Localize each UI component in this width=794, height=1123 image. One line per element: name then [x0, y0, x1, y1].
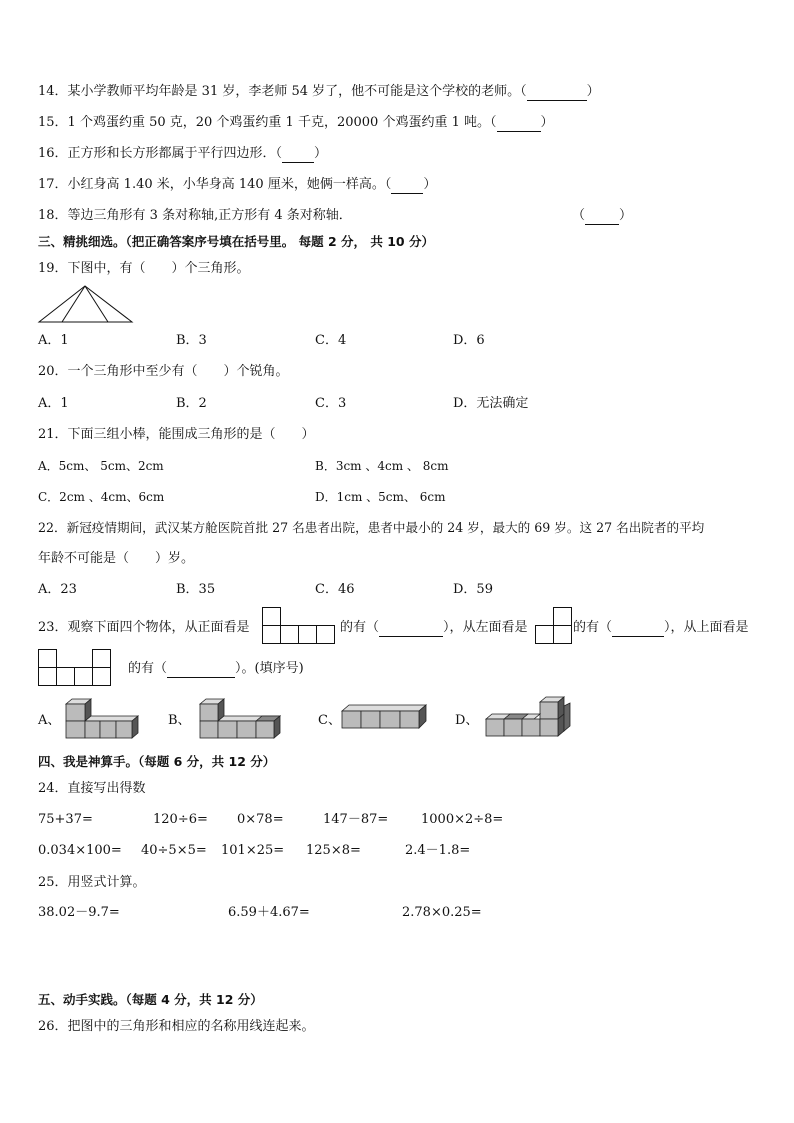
- option-a[interactable]: A．1: [38, 333, 69, 348]
- option-a[interactable]: A．1: [38, 396, 69, 411]
- question-22-line-1: 22．新冠疫情期间，武汉某方舱医院首批 27 名患者出院，患者中最小的 24 岁，最大的 69 岁。这 27 名出院者的平均: [38, 520, 705, 535]
- paren-close: ）: [314, 146, 328, 161]
- answer-blank[interactable]: [585, 208, 619, 225]
- question-20-text: 20．一个三角形中至少有（ ）个锐角。: [38, 364, 289, 379]
- option-d[interactable]: D、: [455, 713, 479, 728]
- question-15: [38, 115, 554, 132]
- section-3-heading: 三、精挑细选。（把正确答案序号填在括号里。 每题 2 分， 共 10 分）: [38, 234, 434, 249]
- question-23-part-4: [573, 620, 749, 637]
- answer-blank[interactable]: [391, 177, 423, 194]
- answer-blank[interactable]: [379, 620, 443, 637]
- calc-item: 38.02－9.7=: [38, 905, 120, 920]
- question-24-text: 24．直接写出得数: [38, 781, 146, 796]
- option-b[interactable]: B．3: [176, 333, 207, 348]
- question-17: [38, 177, 436, 194]
- calc-item: 6.59＋4.67=: [228, 905, 310, 920]
- question-26-text: 26．把图中的三角形和相应的名称用线连起来。: [38, 1019, 315, 1034]
- option-c[interactable]: C．3: [315, 396, 347, 411]
- question-23-part-1: 23．观察下面四个物体，从正面看是: [38, 620, 250, 635]
- front-view-figure: [262, 607, 338, 645]
- question-18-text: 18．等边三角形有 3 条对称轴,正方形有 4 条对称轴．: [38, 208, 352, 223]
- section-5-heading: 五、动手实践。（每题 4 分，共 12 分）: [38, 992, 263, 1007]
- part-5-text: ），从上面看是: [664, 620, 749, 635]
- answer-blank[interactable]: [527, 84, 587, 101]
- left-view-figure: [535, 607, 575, 645]
- cube-object-b: [196, 696, 286, 746]
- part-3-text: ），从左面看是: [443, 620, 528, 635]
- calc-item: 0×78=: [237, 812, 284, 827]
- question-25-text: 25．用竖式计算。: [38, 875, 146, 890]
- question-16: [38, 146, 327, 163]
- part-4-text: 的有（: [573, 620, 613, 635]
- calc-item: 1000×2÷8=: [421, 812, 504, 827]
- part-7-text: ）。(填序号): [235, 661, 304, 676]
- paren-close: ）: [586, 84, 600, 99]
- option-c[interactable]: C．2cm 、4cm、6cm: [38, 490, 165, 504]
- question-14: [38, 84, 600, 101]
- section-4-heading: 四、我是神算手。（每题 6 分，共 12 分）: [38, 754, 276, 769]
- option-d[interactable]: D．1cm 、5cm、 6cm: [315, 490, 446, 504]
- option-a[interactable]: A、: [38, 713, 61, 728]
- option-a[interactable]: A．23: [38, 582, 77, 597]
- option-c[interactable]: C．4: [315, 333, 347, 348]
- part-6-text: 的有（: [128, 661, 168, 676]
- option-d[interactable]: D．无法确定: [453, 396, 529, 411]
- question-17-text: 17．小红身高 1.40 米，小华身高 140 厘米，她俩一样高。（: [38, 177, 392, 192]
- calc-item: 2.78×0.25=: [402, 905, 482, 920]
- calc-item: 0.034×100=: [38, 843, 122, 858]
- question-16-text: 16．正方形和长方形都属于平行四边形．（: [38, 146, 283, 161]
- option-b[interactable]: B．2: [176, 396, 207, 411]
- answer-blank[interactable]: [612, 620, 664, 637]
- calc-item: 75+37=: [38, 812, 93, 827]
- question-23-part-6: [128, 661, 304, 678]
- paren-open: （: [572, 208, 586, 223]
- cube-object-c: [340, 703, 430, 743]
- triangle-figure: [38, 284, 134, 324]
- paren-close: ）: [619, 208, 633, 223]
- option-b[interactable]: B．35: [176, 582, 216, 597]
- cube-object-d: [482, 694, 574, 748]
- calc-item: 40÷5×5=: [141, 843, 207, 858]
- question-14-text: 14．某小学教师平均年龄是 31 岁，李老师 54 岁了，他不可能是这个学校的老师。（: [38, 84, 527, 99]
- calc-item: 125×8=: [306, 843, 361, 858]
- question-18-answer: [572, 208, 632, 225]
- question-23-part-2: [340, 620, 528, 637]
- calc-item: 101×25=: [221, 843, 285, 858]
- option-c[interactable]: C、: [318, 713, 341, 728]
- answer-blank[interactable]: [282, 146, 314, 163]
- option-c[interactable]: C．46: [315, 582, 355, 597]
- calc-item: 2.4－1.8=: [405, 843, 471, 858]
- calc-item: 120÷6=: [153, 812, 208, 827]
- question-15-text: 15．1 个鸡蛋约重 50 克，20 个鸡蛋约重 1 千克，20000 个鸡蛋约重 1 吨。（: [38, 115, 497, 130]
- question-18: [38, 208, 352, 224]
- answer-blank[interactable]: [497, 115, 541, 132]
- option-d[interactable]: D．6: [453, 333, 485, 348]
- calc-item: 147－87=: [323, 812, 389, 827]
- paren-close: ）: [540, 115, 554, 130]
- answer-blank[interactable]: [167, 661, 235, 678]
- part-2-text: 的有（: [340, 620, 380, 635]
- option-b[interactable]: B、: [168, 713, 191, 728]
- question-22-line-2: 年龄不可能是（ ）岁。: [38, 551, 195, 566]
- question-21-text: 21．下面三组小棒，能围成三角形的是（ ）: [38, 427, 315, 442]
- paren-close: ）: [423, 177, 437, 192]
- option-d[interactable]: D．59: [453, 582, 493, 597]
- top-view-figure: [38, 649, 114, 687]
- question-19-text: 19．下图中，有（ ）个三角形。: [38, 261, 250, 276]
- option-b[interactable]: B．3cm 、4cm 、 8cm: [315, 459, 449, 473]
- option-a[interactable]: A．5cm、 5cm、2cm: [38, 459, 164, 473]
- cube-object-a: [60, 696, 144, 746]
